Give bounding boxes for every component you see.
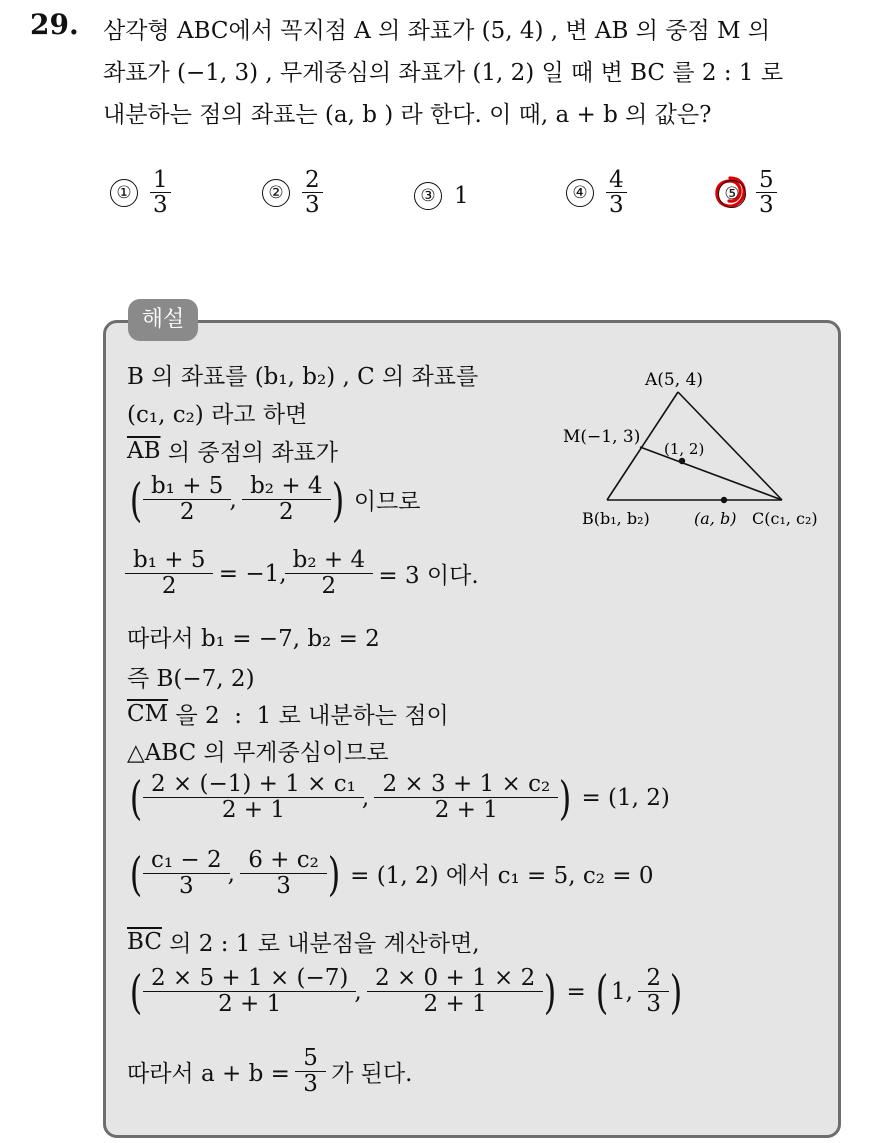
choice-4[interactable] [566,168,627,217]
question-line-3: 내분하는 점의 좌표는 (a, b ) 라 한다. 이 때, a + b 의 값은? [103,102,712,128]
choice-number: ⑤ [718,180,746,208]
choice-fraction: $\frac{5}{3}$ [756,168,777,217]
question-line-2: 좌표가 (−1, 3) , 무게중심의 좌표가 (1, 2) 일 때 변 BC 를 2 : 1 로 [103,60,784,86]
median-CM [640,447,782,500]
solution-line-1: B 의 좌표를 (b₁, b₂) , C 의 좌표를 [127,364,479,390]
choice-fraction: $\frac{2}{3}$ [302,168,323,217]
question-line-1: 삼각형 ABC에서 꼭지점 A 의 좌표가 (5, 4) , 변 AB 의 중점 M 의 [103,18,771,44]
choice-number: ① [110,179,138,207]
choice-5-selected[interactable] [718,168,777,217]
solution-line-13: ( $\frac{2 \times 5 + 1 \times (-7)}{2 + 1}$ , $\frac{2 \times 0 + 1 \times 2}{2 + 1}$ ) = ( 1, $\frac{2}{3}$ ) [129,964,683,1019]
solution-line-9: △ABC 의 무게중심이므로 [127,740,389,766]
label-B: B(b₁, b₂) [582,509,650,528]
selected-mark [718,180,744,206]
choice-number: ③ [414,182,442,210]
label-G: (1, 2) [664,440,705,458]
solution-tag: 해설 [128,299,198,341]
solution-line-14: 따라서 a + b = $\frac{5}{3}$ 가 된다. [127,1045,413,1098]
question-number: 29. [30,8,79,41]
solution-line-7: 즉 B(−7, 2) [127,666,255,692]
choice-2[interactable] [262,168,323,217]
triangle-diagram [560,362,830,537]
label-M: M(−1, 3) [563,427,641,447]
solution-line-2: (c₁, c₂) 라고 하면 [127,402,308,428]
choice-3[interactable] [414,182,469,210]
label-P: (a, b) [694,509,737,528]
solution-line-10: ( $\frac{\text{2 × (−1) + 1 × c₁}}{2 + 1}$ , $\frac{\text{2 × 3 + 1 × c₂}}{2 + 1}$ ) = (1, 2) [129,770,670,825]
choice-number: ② [262,179,290,207]
division-point [721,497,727,503]
choice-fraction: $\frac{1}{3}$ [150,168,171,217]
choice-number: ④ [566,179,594,207]
label-C: C(c₁, c₂) [752,509,818,528]
choice-1[interactable] [110,168,171,217]
solution-line-4: ( $\frac{\text{b₁ + 5}}{2}$ , $\frac{\text{b₂ + 4}}{2}$ ) 이므로 [129,472,421,527]
solution-line-11: ( $\frac{\text{c₁ − 2}}{3}$ , $\frac{\text{6 + c₂}}{3}$ ) = (1, 2) 에서 c₁ = 5, c₂ = 0 [129,846,654,901]
solution-line-6: 따라서 b₁ = −7, b₂ = 2 [127,626,380,652]
label-A: A(5, 4) [645,370,703,390]
choice-fraction: $\frac{4}{3}$ [606,168,627,217]
answer-choices [0,168,884,238]
solution-line-3: $\overline{AB}$ 의 중점의 좌표가 [127,437,338,466]
solution-line-12: $\overline{BC}$ 의 2 : 1 로 내분점을 계산하면, [127,928,480,957]
choice-value: 1 [454,183,469,209]
solution-line-8: $\overline{CM}$ 을 2 : 1 로 내분하는 점이 [127,700,449,729]
solution-line-5: $\frac{\text{b₁ + 5}}{2}$ = −1, $\frac{\text{b₂ + 4}}{2}$ = 3 이다. [127,548,479,600]
centroid-point [679,458,685,464]
